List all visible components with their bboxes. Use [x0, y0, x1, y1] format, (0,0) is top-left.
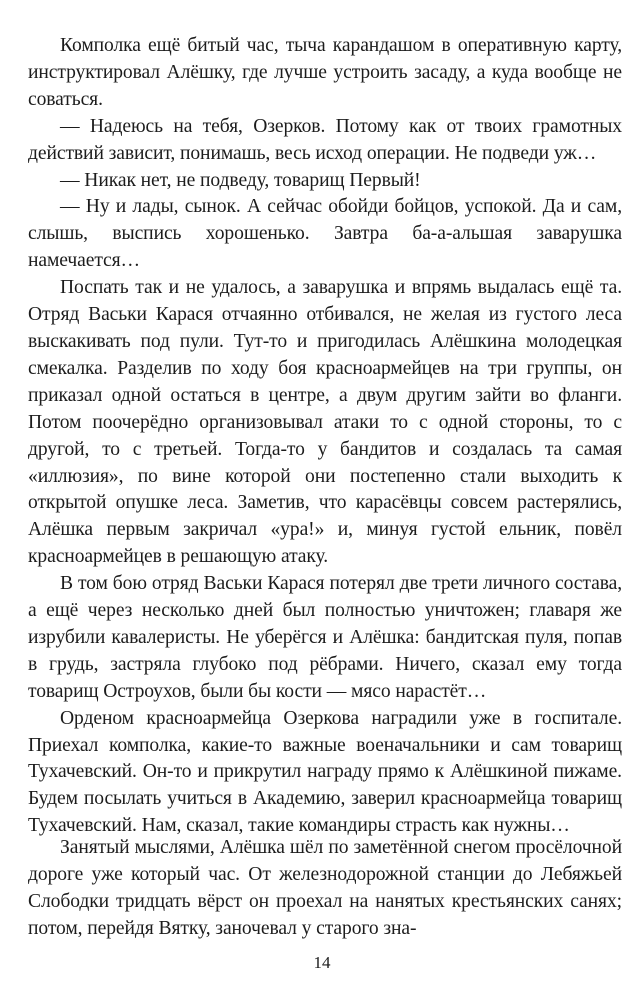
- paragraph-6: В том бою отряд Васьки Карася потерял две трети личного состава, а ещё через несколько дней был полностью уничтожен; главаря же изрубили кавалеристы. Не уберёгся и Алёшка: бандитская пуля, попав в грудь, застряла глубоко под рёбрами. Ничего, сказал ему тогда товарищ Остроухов, были бы кости — мясо нарастёт…: [28, 573, 622, 702]
- paragraph-4: — Ну и лады, сынок. А сейчас обойди бойцов, успокой. Да и сам, слышь, выспись хорошенько. Завтра ба-а-альшая заварушка намечается…: [28, 196, 622, 272]
- paragraph-2: — Надеюсь на тебя, Озерков. Потому как от твоих грамотных действий зависит, понимашь, весь исход операции. Не подведи уж…: [28, 115, 622, 164]
- main-text-section: [28, 33, 622, 840]
- paragraph-5: Поспать так и не удалось, а заварушка и впрямь выдалась ещё та. Отряд Васьки Карася отчаянно отбивался, не желая из густого леса выскакивать под пули. Тут-то и пригодилась Алёшкина молодецкая смекалка. Разделив по ходу боя красноармейцев на три группы, он приказал одной остаться в центре, а двум другим зайти во фланги. Потом поочерёдно организовывал атаки то с одной стороны, то с другой, то с третьей. Тогда-то у бандитов и создалась та самая «иллюзия», по вине которой они постепенно стали выходить к открытой опушке леса. Заметив, что карасёвцы совсем растерялись, Алёшка первым закричал «ура!» и, минуя густой ельник, повёл красноармейцев в решающую атаку.: [28, 277, 622, 568]
- paragraph-1: Комполка ещё битый час, тыча карандашом в оперативную карту, инструктировал Алёшку, где лучше устроить засаду, а куда вообще не соваться.: [28, 35, 622, 110]
- paragraph-8: Занятый мыслями, Алёшка шёл по заметённой снегом просёлочной дороге уже который час. От железнодорожной станции до Лебяжьей Слободки тридцать вёрст он проехал на нанятых крестьянских санях; потом, перейдя Вятку, заночевал у старого зна-: [28, 837, 622, 939]
- paragraph-7: Орденом красноармейца Озеркова наградили уже в госпитале. Приехал комполка, какие-то важные военачальники и сам товарищ Тухачевский. Он-то и прикрутил награду прямо к Алёшкиной пижаме. Будем посылать учиться в Академию, заверил красноармейца товарищ Тухачевский. Нам, сказал, такие командиры страсть как нужны…: [28, 707, 622, 837]
- paragraph-3: — Никак нет, не подведу, товарищ Первый!: [60, 169, 421, 191]
- second-text-section: [28, 835, 622, 943]
- page-number: 14: [313, 953, 331, 972]
